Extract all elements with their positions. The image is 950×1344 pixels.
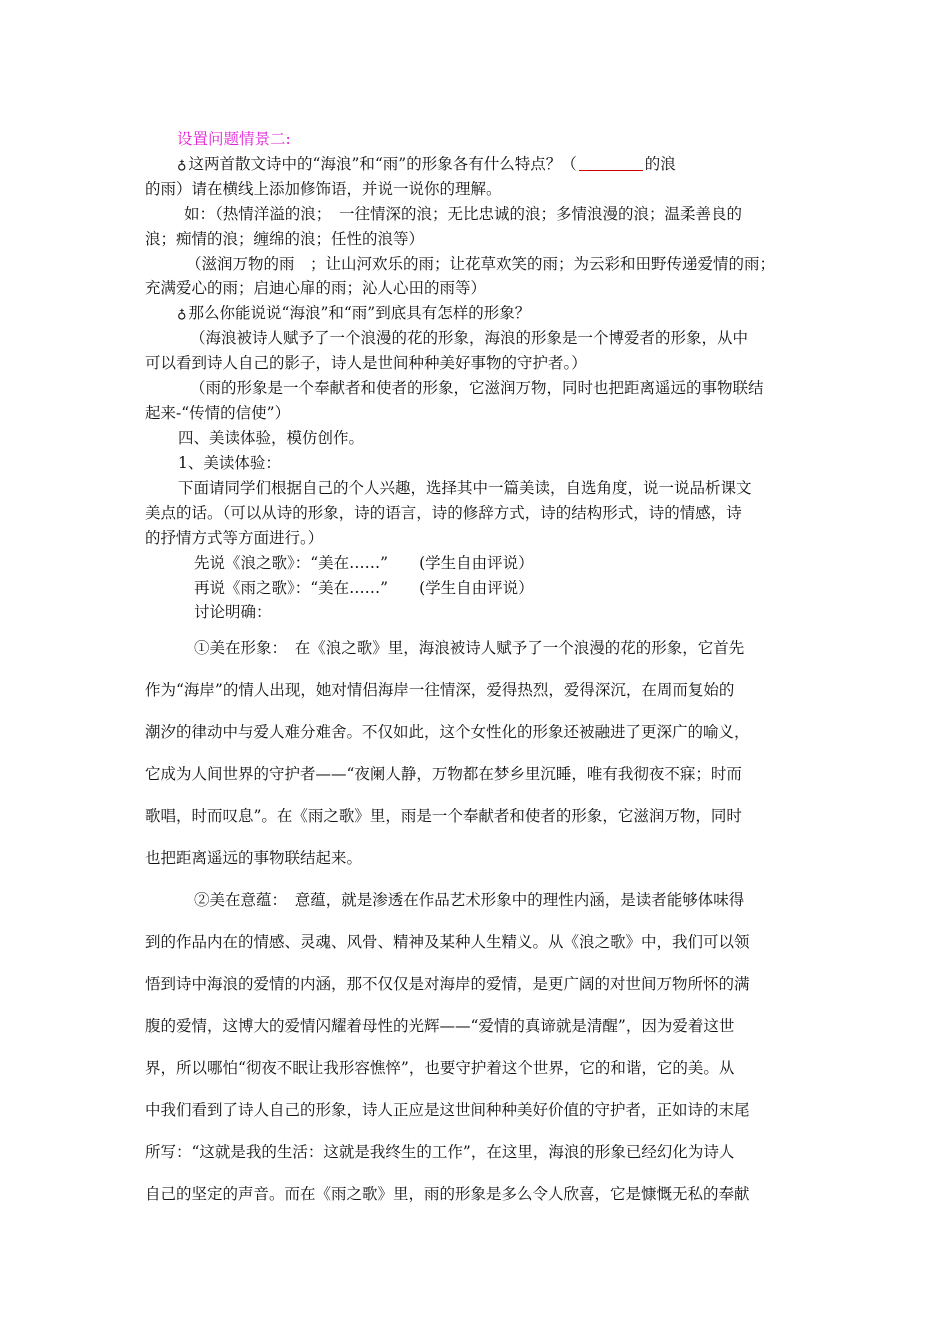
paragraph-line: 充满爱心的雨；启迪心扉的雨；沁人心田的雨等） (145, 279, 487, 297)
paragraph-line: ①美在形象： 在《浪之歌》里，海浪被诗人赋予了一个浪漫的花的形象，它首先 (194, 639, 745, 657)
paragraph-line: 浪；痴情的浪；缠绵的浪；任性的浪等） (145, 230, 425, 248)
paragraph-line: 起来-“传情的信使”） (145, 404, 291, 422)
question-text-tail: 的浪 (644, 155, 676, 173)
paragraph-line: 讨论明确： (194, 603, 272, 621)
fill-blank (579, 170, 643, 171)
paragraph-line: 作为“海岸”的情人出现，她对情侣海岸一往情深，爱得热烈，爱得深沉，在周而复始的 (145, 681, 735, 699)
paragraph-line: 美点的话。（可以从诗的形象，诗的语言，诗的修辞方式，诗的结构形式，诗的情感，诗 (145, 504, 742, 522)
question-line-2 (177, 301, 530, 323)
paragraph-line: 可以看到诗人自己的影子，诗人是世间种种美好事物的守护者。） (145, 354, 587, 372)
paragraph-line: 悟到诗中海浪的爱情的内涵，那不仅仅是对海岸的爱情，是更广阔的对世间万物所怀的满 (145, 975, 750, 993)
paragraph-line: 下面请同学们根据自己的个人兴趣，选择其中一篇美读，自选角度，说一说品析课文 (178, 479, 752, 497)
paragraph-line: 如：（热情洋溢的浪； 一往情深的浪；无比忠诚的浪；多情浪漫的浪；温柔善良的 (184, 205, 743, 223)
paragraph-line: 歌唱，时而叹息”。在《雨之歌》里，雨是一个奉献者和使者的形象，它滋润万物，同时 (145, 807, 742, 825)
paragraph-line: ②美在意蕴： 意蕴，就是渗透在作品艺术形象中的理性内涵，是读者能够体味得 (194, 891, 745, 909)
question-text: 这两首散文诗中的“海浪”和“雨”的形象各有什么特点？（ (188, 155, 577, 173)
paragraph-line: 潮汐的律动中与爱人难分难舍。不仅如此，这个女性化的形象还被融进了更深广的喻义， (145, 723, 750, 741)
paragraph-line: 也把距离遥远的事物联结起来。 (145, 849, 363, 867)
paragraph-line: 它成为人间世界的守护者——“夜阑人静，万物都在梦乡里沉睡，唯有我彻夜不寐；时而 (145, 765, 742, 783)
paragraph-line: （滋润万物的雨 ；让山河欢乐的雨；让花草欢笑的雨；为云彩和田野传递爱情的雨； (186, 255, 776, 273)
paragraph-line: 先说《浪之歌》：“美在……” (学生自由评说） (194, 554, 534, 572)
paragraph-line: 所写：“这就是我的生活：这就是我终生的工作”，在这里，海浪的形象已经幻化为诗人 (145, 1143, 735, 1161)
bullet-icon: ♁ (177, 158, 187, 173)
paragraph-line: 的雨）请在横线上添加修饰语，并说一说你的理解。 (145, 180, 502, 198)
paragraph-line: 到的作品内在的情感、灵魂、风骨、精神及某种人生精义。从《浪之歌》中，我们可以领 (145, 933, 750, 951)
subsection-heading: 1、美读体验： (178, 454, 281, 472)
section-heading: 设置问题情景二: (177, 130, 291, 148)
paragraph-line: 自己的坚定的声音。而在《雨之歌》里，雨的形象是多么令人欣喜，它是慷慨无私的奉献 (145, 1185, 750, 1203)
paragraph-line: （雨的形象是一个奉献者和使者的形象，它滋润万物，同时也把距离遥远的事物联结 (190, 379, 764, 397)
paragraph-line: （海浪被诗人赋予了一个浪漫的花的形象，海浪的形象是一个博爱者的形象，从中 (190, 329, 749, 347)
question-text: 那么你能说说“海浪”和“雨”到底具有怎样的形象？ (188, 304, 531, 322)
paragraph-line: 再说《雨之歌》：“美在……” (学生自由评说） (194, 579, 534, 597)
section-heading-4: 四、美读体验，模仿创作。 (178, 429, 365, 447)
paragraph-line: 腹的爱情，这博大的爱情闪耀着母性的光辉——“爱情的真谛就是清醒”，因为爱着这世 (145, 1017, 735, 1035)
paragraph-line: 的抒情方式等方面进行。） (145, 529, 324, 547)
paragraph-line: 中我们看到了诗人自己的形象，诗人正应是这世间种种美好价值的守护者，正如诗的末尾 (145, 1101, 750, 1119)
paragraph-line: 界，所以哪怕“彻夜不眠让我形容憔悴”，也要守护着这个世界，它的和谐，它的美。从 (145, 1059, 735, 1077)
bullet-icon: ♁ (177, 307, 187, 322)
question-line-1 (177, 152, 676, 174)
